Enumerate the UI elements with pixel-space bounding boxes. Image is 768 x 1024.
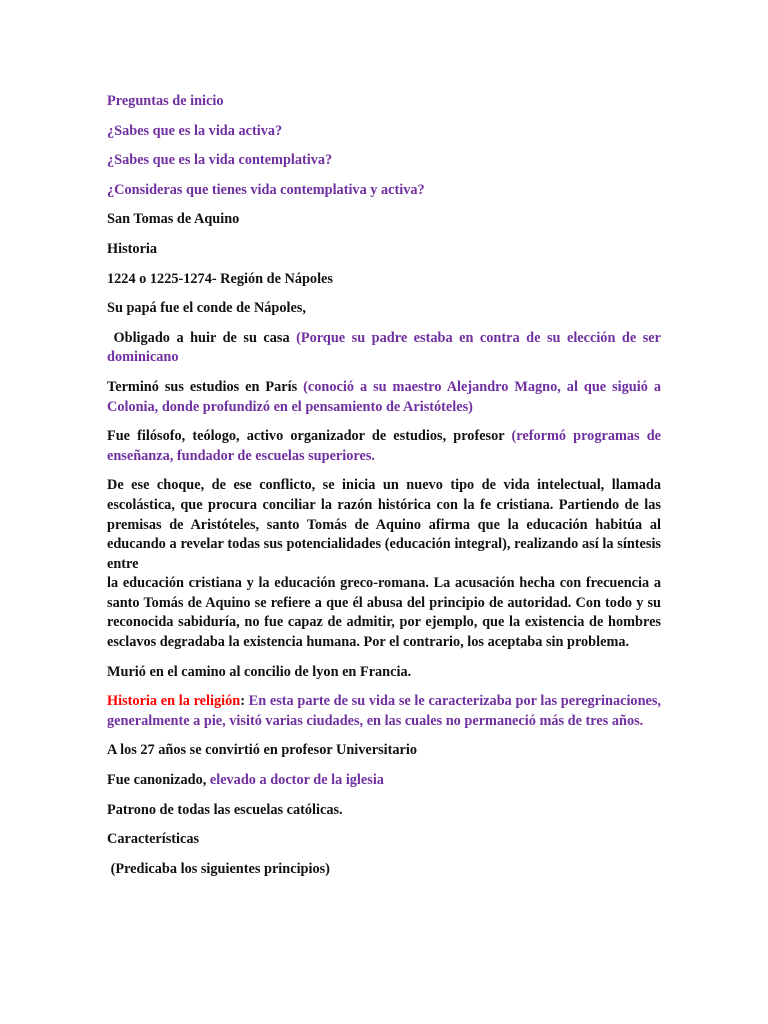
father-line: Su papá fue el conde de Nápoles, [107,300,306,317]
canonizado-detail: elevado a doctor de la iglesia [209,772,384,789]
question-1: ¿Sabes que es la vida activa? [107,122,283,139]
estudios-text: Terminó sus estudios en París [107,378,304,395]
obligado-paragraph [107,329,661,368]
religion-colon: : [240,693,249,710]
religion-text: En esta parte de su vida se le caracterizaba por las peregrinaciones, generalmente a pie, visitó varias ciudades, en las cuales no permaneció más de tres años. [107,693,662,729]
dates-line: 1224 o 1225-1274- Región de Nápoles [107,270,333,287]
escolastica-part-1: De ese choque, de ese conflicto, se inicia un nuevo tipo de vida intelectual, llamada escolástica, que procura conciliar la razón histórica con la fe cristiana. Partiendo de las premisas de Aristóteles, santo Tomás de Aquino afirma que la educación habitúa al educando a revelar todas sus potencialidades (educación integral), realizando así la síntesis entre [107,477,661,572]
subject-name: San Tomas de Aquino [107,211,240,228]
religion-label: Historia en la religión [107,693,241,710]
question-3: ¿Consideras que tienes vida contemplativa y activa? [107,181,425,198]
escolastica-part-2: la educación cristiana y la educación greco-romana. La acusación hecha con frecuencia a santo Tomás de Aquino se refiere a que él abusa del principio de autoridad. Con todo y su reconocida sabiduría, no fue capaz de admitir, por ejemplo, que la existencia de hombres esclavos degradaba la existencia humana. Por el contrario, los aceptaba sin problema. [107,575,661,651]
canonizado-text: Fue canonizado, [107,772,210,789]
obligado-text: Obligado a huir de su casa [107,329,297,346]
estudios-detail: (conoció a su maestro Alejandro Magno, al que siguió a Colonia, donde profundizó en el pensamiento de Aristóteles) [107,378,661,415]
edad-line: A los 27 años se convirtió en profesor Universitario [107,742,418,759]
historia-heading: Historia [107,240,158,257]
filosofo-paragraph [107,427,661,466]
questions-heading: Preguntas de inicio [107,93,224,109]
escolastica-paragraph [107,476,661,652]
caracteristicas-heading: Características [107,831,200,848]
filosofo-text: Fue filósofo, teólogo, activo organizador de estudios, profesor [107,428,512,445]
question-2: ¿Sabes que es la vida contemplativa? [107,152,333,169]
predicaba-line: (Predicaba los siguientes principios) [107,860,330,877]
murio-line: Murió en el camino al concilio de lyon en Francia. [107,663,412,680]
obligado-reason: (Porque su padre estaba en contra de su elección de ser dominicano [107,329,661,366]
patrono-line: Patrono de todas las escuelas católicas. [107,801,343,818]
religion-paragraph [107,692,661,731]
filosofo-detail: (reformó programas de enseñanza, fundador de escuelas superiores. [107,428,662,464]
canonizado-line [107,771,661,791]
document-body [107,90,661,889]
estudios-paragraph [107,378,661,417]
